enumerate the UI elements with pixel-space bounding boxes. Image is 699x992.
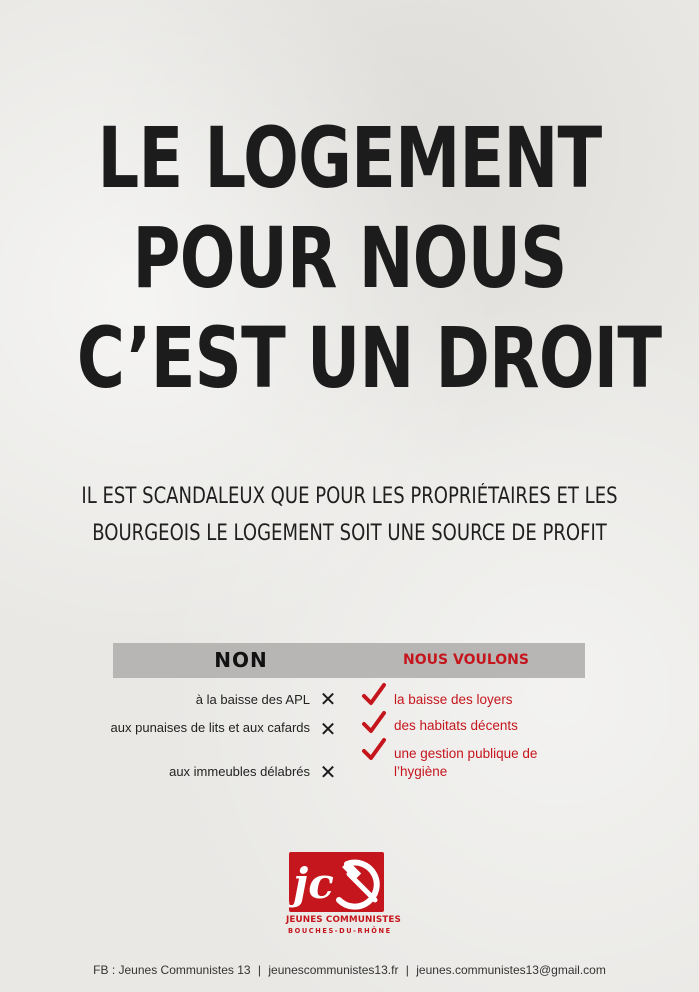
nous-voulons-item: la baisse des loyers [394,692,513,707]
cross-icon: ✕ [319,717,337,741]
subheadline [63,478,636,552]
logo-name: JEUNES COMMUNISTES [286,915,401,925]
non-column-title: NON [214,648,268,672]
footer-email: jeunes.communistes13@gmail.com [416,963,606,977]
jc-logo [286,852,414,940]
nous-voulons-item: des habitats décents [394,718,518,733]
footer-contacts [0,963,699,977]
footer-separator: | [257,963,262,977]
nous-voulons-column-title: NOUS VOULONS [403,652,529,668]
subheadline-line-2: BOURGEOIS LE LOGEMENT SOIT UNE SOURCE DE PROFIT [92,521,607,546]
non-item-text: aux punaises de lits et aux cafards [110,720,310,735]
check-icon [361,682,387,708]
headline [76,108,662,408]
headline-line-2: POUR NOUS [132,209,567,307]
check-icon [361,737,387,763]
cross-icon: ✕ [319,687,337,711]
logo-region: BOUCHES-DU-RHÔNE [288,927,392,935]
cross-icon: ✕ [319,760,337,784]
nous-voulons-item: une gestion publique de l’hygiène [394,746,538,779]
subheadline-line-1: IL EST SCANDALEUX QUE POUR LES PROPRIÉTAIRES ET LES [81,484,618,509]
non-item: aux immeubles délabrés [169,764,310,779]
non-item: à la baisse des APL [195,692,310,707]
logo-letters: jc [293,859,334,908]
headline-line-3: C’EST UN DROIT [76,309,662,407]
hammer-sickle-icon [289,852,384,912]
footer-website: jeunescommunistes13.fr [268,963,399,977]
footer-separator: | [405,963,409,977]
non-item [110,719,310,737]
table-header-bar [113,643,585,678]
headline-line-1: LE LOGEMENT [97,109,602,207]
check-icon [361,710,387,736]
footer-facebook: FB : Jeunes Communistes 13 [93,963,251,977]
